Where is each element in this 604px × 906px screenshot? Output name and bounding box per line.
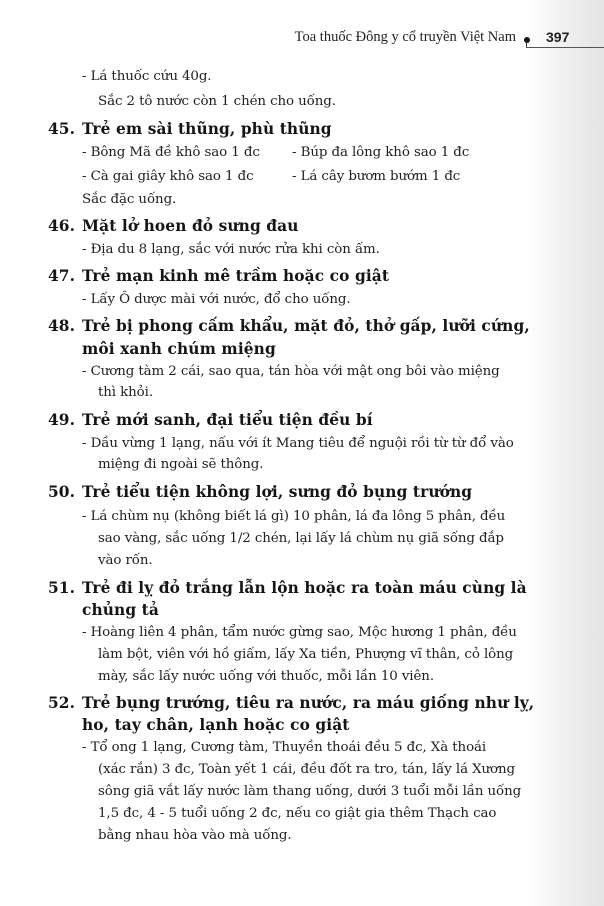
section-number: 50. bbox=[48, 483, 76, 501]
ingredient: - Bông Mã đề khô sao 1 đc bbox=[82, 145, 260, 160]
ingredient: - Lá cây bươm bướm 1 đc bbox=[292, 169, 461, 184]
section-title: Trẻ mới sanh, đại tiểu tiện đều bí bbox=[82, 411, 373, 429]
body-line: miệng đi ngoài sẽ thông. bbox=[98, 457, 264, 472]
body-line: sông giã vắt lấy nước làm thang uống, dưới 3 tuổi mỗi lần uống bbox=[98, 784, 522, 799]
section-number: 47. bbox=[48, 267, 76, 285]
body-line: 1,5 đc, 4 - 5 tuổi uống 2 đc, nếu co giật gia thêm Thạch cao bbox=[98, 806, 497, 821]
section-title: ho, tay chân, lạnh hoặc co giật bbox=[82, 716, 350, 734]
ingredient: - Cà gai giây khô sao 1 đc bbox=[82, 169, 254, 184]
ingredient: - Búp đa lông khô sao 1 đc bbox=[292, 145, 470, 160]
section-title: môi xanh chúm miệng bbox=[82, 340, 276, 358]
body-line: bằng nhau hòa vào mà uống. bbox=[98, 828, 292, 843]
running-header bbox=[0, 27, 604, 51]
section-number: 51. bbox=[48, 579, 76, 597]
header-bullet-icon bbox=[524, 37, 530, 43]
section-title: Trẻ mạn kinh mê trầm hoặc co giật bbox=[82, 267, 390, 285]
body-line: - Lấy Ô dược mài với nước, đổ cho uống. bbox=[82, 292, 351, 307]
running-title: Toa thuốc Đông y cổ truyền Việt Nam bbox=[294, 29, 516, 45]
body-line: Sắc đặc uống. bbox=[82, 192, 177, 207]
body-line: - Hoàng liên 4 phân, tẩm nước gừng sao, Mộc hương 1 phân, đều bbox=[82, 625, 517, 640]
section-title: Trẻ em sài thũng, phù thũng bbox=[82, 120, 332, 138]
body-line: mày, sắc lấy nước uống với thuốc, mỗi lần 10 viên. bbox=[98, 669, 434, 684]
intro-line: Sắc 2 tô nước còn 1 chén cho uống. bbox=[98, 94, 336, 109]
body-line: - Cương tàm 2 cái, sao qua, tán hòa với mật ong bôi vào miệng bbox=[82, 364, 500, 379]
section-title: Trẻ đi lỵ đỏ trắng lẫn lộn hoặc ra toàn máu cùng là bbox=[82, 579, 527, 597]
section-number: 48. bbox=[48, 317, 76, 335]
section-number: 49. bbox=[48, 411, 76, 429]
section-title: chủng tả bbox=[82, 601, 159, 619]
body-line: - Dầu vừng 1 lạng, nấu với ít Mang tiêu để nguội rồi từ từ đổ vào bbox=[82, 436, 514, 451]
body-line: làm bột, viên với hồ giấm, lấy Xa tiền, Phượng vĩ thân, cỏ lông bbox=[98, 647, 514, 662]
section-number: 46. bbox=[48, 217, 76, 235]
section-title: Mặt lở hoen đỏ sưng đau bbox=[82, 217, 299, 235]
body-line: vào rốn. bbox=[98, 553, 153, 568]
section-title: Trẻ tiểu tiện không lợi, sưng đỏ bụng trướng bbox=[82, 483, 473, 501]
section-number: 52. bbox=[48, 694, 76, 712]
body-line: thì khỏi. bbox=[98, 385, 153, 400]
section-number: 45. bbox=[48, 120, 76, 138]
page-number: 397 bbox=[546, 29, 570, 45]
body-line: - Lá chùm nụ (không biết lá gì) 10 phân, lá đa lông 5 phân, đều bbox=[82, 509, 506, 524]
body-line: sao vàng, sắc uống 1/2 chén, lại lấy lá chùm nụ giã sống đắp bbox=[98, 531, 504, 546]
header-rule bbox=[526, 47, 604, 48]
section-title: Trẻ bụng trướng, tiêu ra nước, ra máu giống như lỵ, bbox=[82, 694, 535, 712]
body-line: - Tổ ong 1 lạng, Cương tàm, Thuyền thoái đều 5 đc, Xà thoái bbox=[82, 740, 487, 755]
body-line: - Địa du 8 lạng, sắc với nước rửa khi còn ấm. bbox=[82, 242, 380, 257]
section-title: Trẻ bị phong cấm khẩu, mặt đỏ, thở gấp, lưỡi cứng, bbox=[82, 317, 530, 335]
body-line: (xác rắn) 3 đc, Toàn yết 1 cái, đều đốt ra tro, tán, lấy lá Xương bbox=[98, 762, 516, 777]
intro-line: - Lá thuốc cứu 40g. bbox=[82, 69, 212, 84]
